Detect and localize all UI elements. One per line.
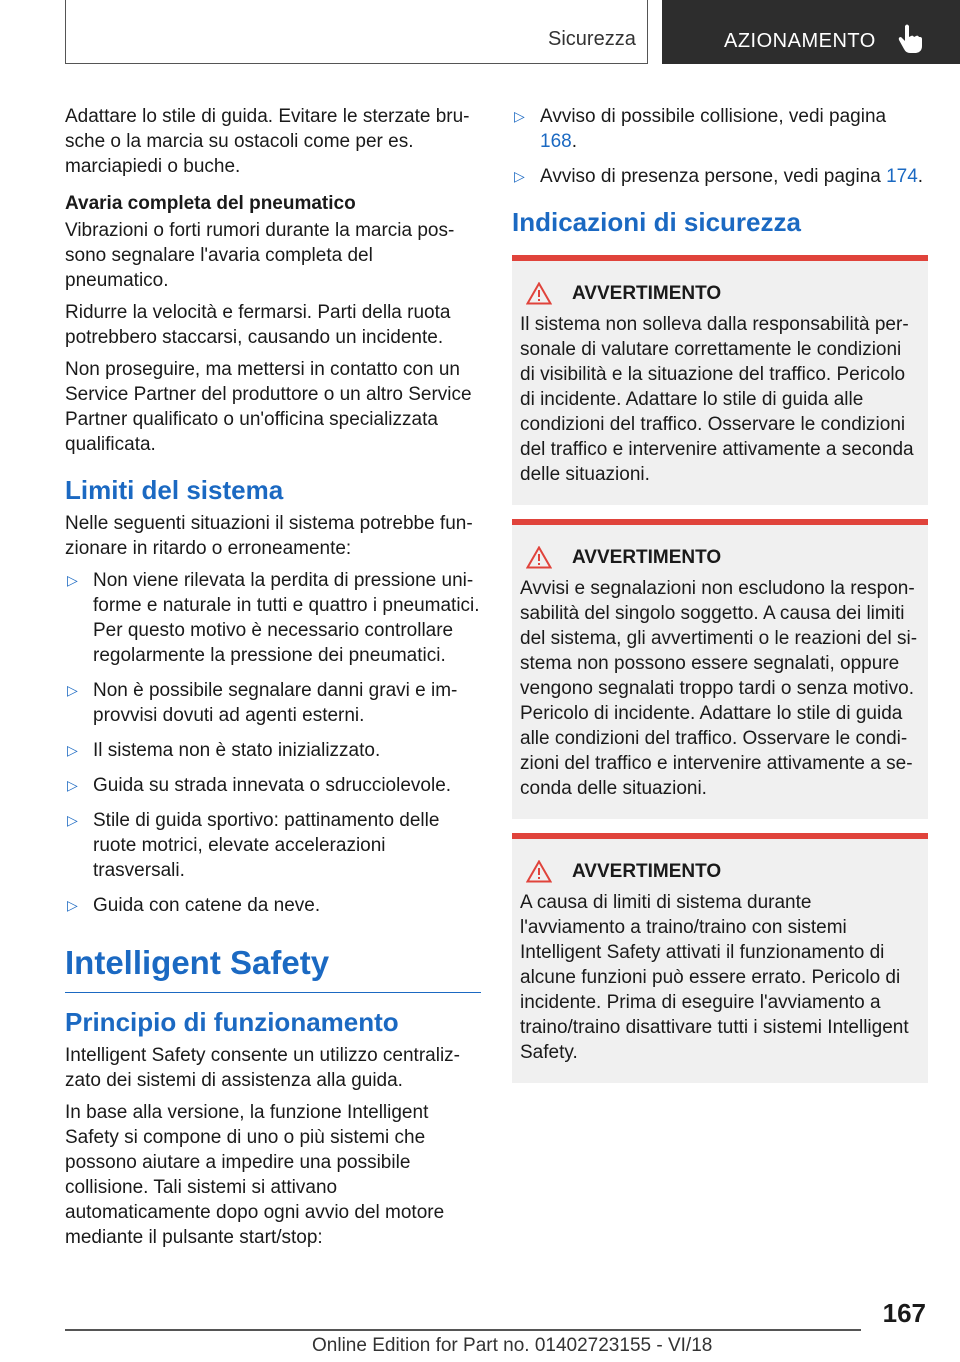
bullet-triangle-icon: ▷ bbox=[67, 742, 78, 758]
hand-pointer-icon bbox=[894, 22, 924, 56]
bullet-triangle-icon: ▷ bbox=[67, 812, 78, 828]
section-title: Sicurezza bbox=[548, 28, 636, 50]
principle-p1: Intelligent Safety consente un utilizzo centralizzato dei sistemi di assistenza alla guida. bbox=[65, 1045, 460, 1091]
edition-info: Online Edition for Part no. 01402723155 - VI/18 bbox=[312, 1335, 713, 1356]
left-column bbox=[65, 104, 481, 1257]
list-item: ▷ Il sistema non è stato inizializzato. bbox=[67, 740, 381, 761]
limits-heading: Limiti del sistema bbox=[65, 475, 284, 505]
warning-triangle-icon bbox=[526, 860, 552, 883]
warning-text: Il sistema non solleva dalla responsabilità personale di valutare correttamente le condizioni di visibilità e la situazione del traffico. Pericolo di incidente. Adattare lo stile di guida alle condizioni del traffico. Osservare le condizioni del traffico e intervenire attivamente a seconda delle situazioni. bbox=[520, 314, 914, 485]
bullet-triangle-icon: ▷ bbox=[67, 572, 78, 588]
warning-text: A causa di limiti di sistema durante l'avviamento a traino/traino con sistemi Intelligent Safety attivati il funzionamento di alcune funzioni può essere errato. Pericolo di incidente. Prima di eseguire l'avviamento a traino/traino disattivare tutti i sistemi Intelligent Safety. bbox=[520, 892, 909, 1063]
right-column bbox=[512, 104, 928, 1097]
list-item: ▷ Non viene rilevata la perdita di pressione uniforme e naturale in tutti e quattro i pneumatici. Per questo motivo è necessario controllare regolarmente la pressione dei pneumatici. bbox=[67, 570, 480, 666]
flat-tire-p1: Vibrazioni o forti rumori durante la marcia possono segnalare l'avaria completa del pneumatico. bbox=[65, 220, 455, 291]
warning-box bbox=[512, 255, 928, 505]
page-link-174[interactable]: 174 bbox=[886, 166, 918, 187]
systems-list bbox=[512, 104, 928, 189]
page-number: 167 bbox=[882, 1298, 926, 1328]
limits-intro: Nelle seguenti situazioni il sistema potrebbe funzionare in ritardo o erroneamente: bbox=[65, 513, 473, 559]
warning-label: AVVERTIMENTO bbox=[572, 547, 722, 568]
safety-heading: Indicazioni di sicurezza bbox=[512, 207, 801, 237]
flat-tire-p2: Ridurre la velocità e fermarsi. Parti della ruota potrebbero staccarsi, causando un incidente. bbox=[65, 302, 451, 348]
warning-triangle-icon bbox=[526, 546, 552, 569]
flat-tire-p3: Non proseguire, ma mettersi in contatto con un Service Partner del produttore o un altro Service Partner qualificato o un'officina specializzata qualificata. bbox=[65, 359, 472, 455]
warning-triangle-icon bbox=[526, 282, 552, 305]
limits-list bbox=[65, 568, 481, 918]
bullet-triangle-icon: ▷ bbox=[67, 897, 78, 913]
principle-heading: Principio di funzionamento bbox=[65, 1007, 399, 1037]
warning-label: AVVERTIMENTO bbox=[572, 283, 722, 304]
footer-divider bbox=[65, 1329, 861, 1331]
chapter-tab[interactable] bbox=[662, 0, 960, 64]
chapter-tab-label: AZIONAMENTO bbox=[724, 30, 876, 52]
bullet-triangle-icon: ▷ bbox=[514, 108, 525, 124]
warning-text: Avvisi e segnalazioni non escludono la responsabilità del singolo soggetto. A causa dei limiti del sistema, gli avvertimenti o le reazioni del sistema non possono essere segnalati, oppure vengono segnalati troppo tardi o senza motivo. Pericolo di incidente. Adattare lo stile di guida alle condizioni del traffico. Osservare le condizioni del traffico e intervenire attivamente a seconda delle situazioni. bbox=[520, 578, 918, 799]
bullet-triangle-icon: ▷ bbox=[514, 168, 525, 184]
page-link-168[interactable]: 168 bbox=[540, 131, 572, 152]
principle-p2: In base alla versione, la funzione Intelligent Safety si compone di uno o più sistemi che possono aiutare a impedire una possibile collisione. Tali sistemi si attivano automaticamente dopo ogni avvio del motore mediante il pulsante start/stop: bbox=[65, 1102, 445, 1248]
list-item: ▷ Non è possibile segnalare danni gravi e improvvisi dovuti ad agenti esterni. bbox=[67, 680, 458, 726]
warning-box bbox=[512, 833, 928, 1083]
list-item: ▷ Stile di guida sportivo: pattinamento delle ruote motrici, elevate accelerazioni trasversali. bbox=[67, 810, 440, 881]
intro-paragraph: Adattare lo stile di guida. Evitare le sterzate brusche o la marcia su ostacoli come per es. marciapiedi o buche. bbox=[65, 106, 470, 177]
list-item: ▷ Guida su strada innevata o sdrucciolevole. bbox=[67, 775, 452, 796]
list-item: ▷ Avviso di presenza persone, vedi pagina 174. bbox=[514, 166, 924, 187]
list-item: ▷ Guida con catene da neve. bbox=[67, 895, 321, 916]
bullet-triangle-icon: ▷ bbox=[67, 777, 78, 793]
warning-label: AVVERTIMENTO bbox=[572, 861, 722, 882]
warning-box bbox=[512, 519, 928, 819]
flat-tire-heading: Avaria completa del pneumatico bbox=[65, 193, 356, 214]
list-item: ▷ Avviso di possibile collisione, vedi pagina 168. bbox=[514, 106, 887, 152]
chapter-title: Intelligent Safety bbox=[65, 942, 481, 993]
bullet-triangle-icon: ▷ bbox=[67, 682, 78, 698]
